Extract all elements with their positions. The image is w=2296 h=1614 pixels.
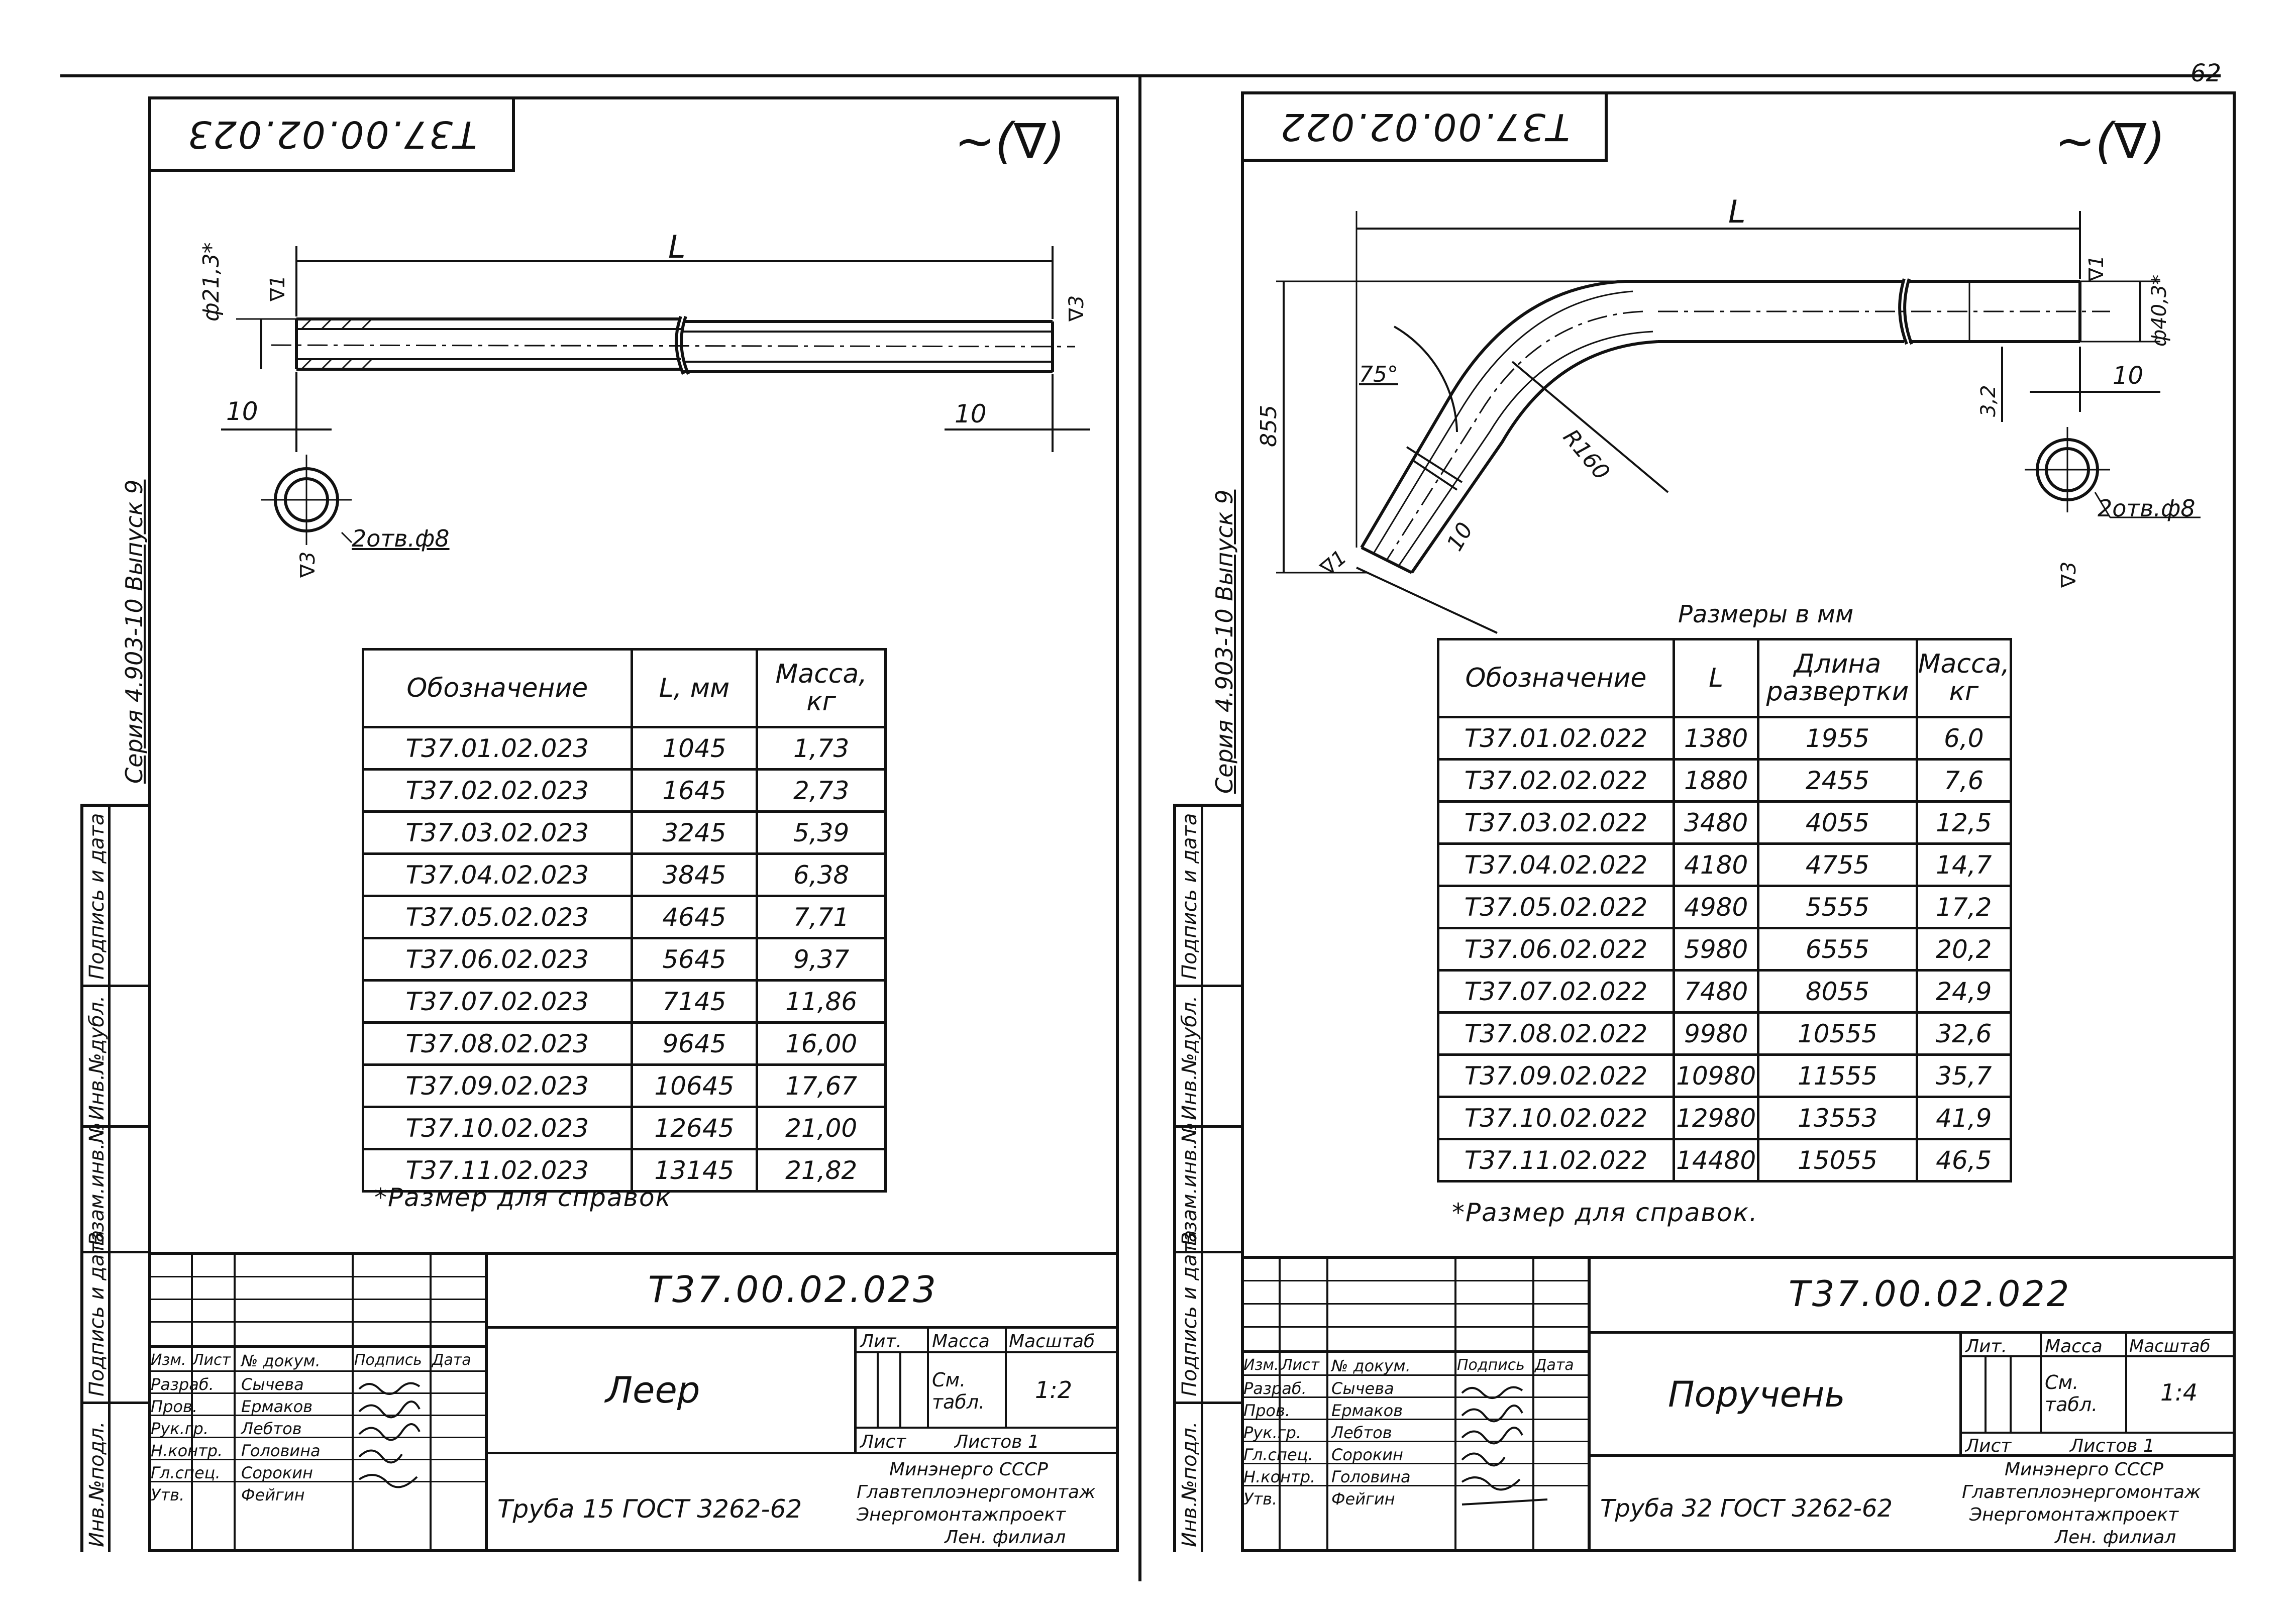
right-tb-h-date: Дата: [1535, 1356, 1574, 1374]
left-tb-role-1: Разраб.: [151, 1375, 214, 1394]
right-tb-role-2: Пров.: [1243, 1401, 1290, 1420]
right-tb-role-1: Разраб.: [1243, 1379, 1307, 1398]
table-cell: 12,5: [1917, 802, 2011, 844]
table-cell: Т37.11.02.022: [1438, 1139, 1674, 1181]
table-cell: Т37.10.02.023: [363, 1107, 632, 1149]
table-cell: 10555: [1758, 1013, 1917, 1055]
table-cell: 14480: [1674, 1139, 1758, 1181]
right-tb-role-5: Н.контр.: [1243, 1467, 1316, 1486]
table-cell: 4755: [1758, 844, 1917, 886]
left-tb-scale: Масштаб: [1009, 1331, 1095, 1352]
right-tb-h-list: Лист: [1281, 1356, 1320, 1374]
left-tb-person-6: Фейгин: [241, 1485, 305, 1504]
left-tb-h-sign: Подпись: [354, 1351, 422, 1369]
table-cell: Т37.04.02.023: [363, 854, 632, 896]
table-cell: Т37.09.02.023: [363, 1065, 632, 1107]
left-tb-h-date: Дата: [432, 1351, 471, 1369]
left-tb-h-doc: № докум.: [241, 1351, 321, 1370]
left-tb-sheet: Лист: [860, 1432, 906, 1452]
table-cell: 1045: [632, 727, 757, 770]
left-tb-sheets: Листов 1: [955, 1432, 1039, 1452]
right-side-label-4: Подпись и дата: [1178, 1230, 1201, 1396]
left-tb-mass-value: См. табл.: [932, 1369, 985, 1413]
table-cell: 9980: [1674, 1013, 1758, 1055]
right-tb-person-3: Лебтов: [1331, 1423, 1392, 1442]
table-cell: 20,2: [1917, 928, 2011, 971]
left-roughness-symbol: ∼(∇): [955, 113, 1065, 169]
right-stamp: Т37.00.02.022: [1241, 91, 1608, 162]
right-tb-sheet: Лист: [1965, 1436, 2012, 1456]
table-cell: 1880: [1674, 760, 1758, 802]
right-tb-org-4: Лен. филиал: [2055, 1527, 2176, 1548]
right-dim-angle: 75°: [1359, 362, 1398, 387]
left-tb-lit: Лит.: [860, 1331, 902, 1352]
table-cell: 14,7: [1917, 844, 2011, 886]
table-cell: 6,0: [1917, 717, 2011, 760]
right-col-header-designation: Обозначение: [1438, 639, 1674, 717]
right-dim-height: 855: [1256, 405, 1282, 447]
table-cell: 35,7: [1917, 1055, 2011, 1097]
table-cell: 21,00: [757, 1107, 886, 1149]
right-tb-scale: Масштаб: [2129, 1336, 2211, 1356]
table-cell: 7145: [632, 981, 757, 1023]
left-tb-role-5: Гл.спец.: [151, 1463, 221, 1482]
right-tb-person-6: Фейгин: [1331, 1489, 1395, 1509]
table-cell: 21,82: [757, 1149, 886, 1192]
left-tb-person-3: Лебтов: [241, 1419, 302, 1438]
right-tb-org-3: Энергомонтажпроект: [1969, 1504, 2179, 1525]
table-cell: 11555: [1758, 1055, 1917, 1097]
right-col-header-dev-length: Длина развертки: [1758, 639, 1917, 717]
left-tb-mass: Масса: [932, 1331, 990, 1352]
table-cell: 1955: [1758, 717, 1917, 760]
right-side-label-2: Инв.№дубл.: [1178, 995, 1201, 1120]
table-cell: Т37.08.02.023: [363, 1023, 632, 1065]
right-tb-person-2: Ермаков: [1331, 1401, 1403, 1420]
right-side-label-1: Подпись и дата: [1178, 813, 1201, 980]
table-cell: 5,39: [757, 812, 886, 854]
table-cell: 4980: [1674, 886, 1758, 928]
table-cell: Т37.04.02.022: [1438, 844, 1674, 886]
left-tb-org-2: Главтеплоэнергомонтаж: [857, 1482, 1096, 1502]
table-cell: 32,6: [1917, 1013, 2011, 1055]
table-cell: 4645: [632, 896, 757, 938]
table-cell: 8055: [1758, 971, 1917, 1013]
right-roughness-symbol: ∼(∇): [2055, 113, 2165, 169]
left-side-label-5: Инв.№подл.: [85, 1421, 109, 1547]
left-tb-h-list: Лист: [192, 1351, 231, 1369]
right-table-caption: Размеры в мм: [1678, 600, 1854, 628]
table-cell: 7,6: [1917, 760, 2011, 802]
left-col-header-length: L, мм: [632, 650, 757, 727]
table-cell: Т37.03.02.023: [363, 812, 632, 854]
left-dim-holes: 2отв.ф8: [352, 525, 450, 552]
table-cell: Т37.05.02.022: [1438, 886, 1674, 928]
table-cell: Т37.06.02.022: [1438, 928, 1674, 971]
right-tb-role-6: Утв.: [1243, 1489, 1278, 1509]
table-cell: 12980: [1674, 1097, 1758, 1139]
left-side-label-2: Инв.№дубл.: [85, 995, 109, 1120]
right-tb-mass-value: См. табл.: [2045, 1371, 2098, 1416]
table-cell: Т37.09.02.022: [1438, 1055, 1674, 1097]
table-cell: Т37.01.02.022: [1438, 717, 1674, 760]
right-tb-person-5: Головина: [1331, 1467, 1411, 1486]
table-cell: Т37.02.02.022: [1438, 760, 1674, 802]
left-dim-length: L: [668, 229, 686, 265]
table-cell: 11,86: [757, 981, 886, 1023]
left-finish-right: ∇3: [1065, 295, 1088, 321]
right-dim-diameter: ф40,3*: [2148, 274, 2171, 347]
right-tb-org-2: Главтеплоэнергомонтаж: [1962, 1482, 2201, 1502]
left-side-label-3: Взам.инв.№: [85, 1122, 109, 1246]
left-tb-org-4: Лен. филиал: [945, 1527, 1066, 1548]
right-tb-mass: Масса: [2045, 1336, 2103, 1357]
right-tb-material: Труба 32 ГОСТ 3262-62: [1600, 1494, 1893, 1523]
right-dim-bend-gap: 10: [1442, 518, 1479, 556]
left-finish-left: ∇1: [266, 275, 289, 301]
table-cell: Т37.06.02.023: [363, 938, 632, 981]
left-stamp: Т37.00.02.023: [148, 96, 515, 172]
table-cell: 17,67: [757, 1065, 886, 1107]
right-col-header-length: L: [1674, 639, 1758, 717]
table-cell: 12645: [632, 1107, 757, 1149]
right-side-label-5: Инв.№подл.: [1178, 1421, 1201, 1547]
right-dim-radius: R160: [1557, 424, 1615, 485]
right-tb-person-4: Сорокин: [1331, 1445, 1403, 1464]
table-cell: 1645: [632, 770, 757, 812]
left-note: *Размер для справок: [374, 1183, 672, 1212]
right-tb-org-1: Минэнерго СССР: [2005, 1459, 2163, 1480]
table-cell: 1380: [1674, 717, 1758, 760]
left-dim-right-gap: 10: [955, 399, 987, 428]
table-cell: Т37.08.02.022: [1438, 1013, 1674, 1055]
right-dim-holes: 2отв.ф8: [2098, 495, 2196, 522]
table-cell: 13145: [632, 1149, 757, 1192]
right-tb-h-doc: № докум.: [1331, 1356, 1411, 1375]
right-finish-right: ∇1: [2085, 255, 2108, 281]
right-tb-name: Поручень: [1668, 1374, 1845, 1415]
right-tb-role-3: Рук.гр.: [1243, 1423, 1302, 1442]
table-cell: 3480: [1674, 802, 1758, 844]
left-tb-person-5: Сорокин: [241, 1463, 313, 1482]
page-number: 62: [2190, 59, 2222, 87]
left-finish-bottom: ∇3: [296, 551, 320, 578]
table-cell: 2,73: [757, 770, 886, 812]
left-tb-person-2: Ермаков: [241, 1397, 313, 1416]
left-tb-role-3: Рук.гр.: [151, 1419, 209, 1438]
right-col-header-mass: Масса, кг: [1917, 639, 2011, 717]
table-cell: 3245: [632, 812, 757, 854]
table-cell: Т37.10.02.022: [1438, 1097, 1674, 1139]
right-side-label-3: Взам.инв.№: [1178, 1122, 1201, 1246]
right-tb-h-sign: Подпись: [1457, 1356, 1525, 1374]
right-finish-bottom: ∇3: [2057, 561, 2080, 588]
left-side-label-4: Подпись и дата: [85, 1230, 109, 1396]
table-cell: Т37.07.02.022: [1438, 971, 1674, 1013]
left-tb-material: Труба 15 ГОСТ 3262-62: [497, 1494, 802, 1524]
table-cell: 10980: [1674, 1055, 1758, 1097]
right-dim-offset: 3,2: [1977, 385, 2000, 417]
table-cell: 4055: [1758, 802, 1917, 844]
left-col-header-designation: Обозначение: [363, 650, 632, 727]
table-cell: Т37.03.02.022: [1438, 802, 1674, 844]
right-series-label: Серия 4.903-10 Выпуск 9: [1211, 489, 1238, 794]
right-tb-role-4: Гл.спец.: [1243, 1445, 1313, 1464]
left-dim-left-gap: 10: [226, 397, 258, 426]
right-tb-sheets: Листов 1: [2070, 1436, 2155, 1456]
left-tb-org-3: Энергомонтажпроект: [857, 1504, 1066, 1525]
left-series-label: Серия 4.903-10 Выпуск 9: [121, 479, 148, 784]
table-cell: Т37.11.02.023: [363, 1149, 632, 1192]
table-cell: Т37.07.02.023: [363, 981, 632, 1023]
left-tb-person-4: Головина: [241, 1441, 321, 1460]
table-cell: 24,9: [1917, 971, 2011, 1013]
left-tb-role-6: Утв.: [151, 1485, 185, 1504]
left-side-label-1: Подпись и дата: [85, 813, 109, 980]
table-cell: 2455: [1758, 760, 1917, 802]
table-cell: Т37.05.02.023: [363, 896, 632, 938]
table-cell: 6,38: [757, 854, 886, 896]
table-cell: 3845: [632, 854, 757, 896]
table-cell: 13553: [1758, 1097, 1917, 1139]
table-cell: 17,2: [1917, 886, 2011, 928]
left-tb-role-2: Пров.: [151, 1397, 197, 1416]
left-dim-diameter: ф21,3*: [198, 242, 224, 321]
right-tb-lit: Лит.: [1965, 1336, 2007, 1357]
table-cell: 1,73: [757, 727, 886, 770]
left-col-header-mass: Масса, кг: [757, 650, 886, 727]
right-finish-left: ∇1: [1316, 546, 1351, 581]
left-tb-scale-value: 1:2: [1035, 1376, 1073, 1404]
table-cell: 10645: [632, 1065, 757, 1107]
left-tb-org-1: Минэнерго СССР: [889, 1459, 1048, 1480]
table-cell: 4180: [1674, 844, 1758, 886]
left-tb-name: Леер: [605, 1369, 700, 1411]
table-cell: 9645: [632, 1023, 757, 1065]
table-cell: 7480: [1674, 971, 1758, 1013]
table-cell: 15055: [1758, 1139, 1917, 1181]
table-cell: 5645: [632, 938, 757, 981]
right-tb-scale-value: 1:4: [2160, 1379, 2198, 1406]
table-cell: 5980: [1674, 928, 1758, 971]
right-dim-right-gap: 10: [2113, 362, 2144, 390]
table-cell: Т37.02.02.023: [363, 770, 632, 812]
table-cell: 41,9: [1917, 1097, 2011, 1139]
table-cell: 7,71: [757, 896, 886, 938]
table-cell: 6555: [1758, 928, 1917, 971]
right-dim-length: L: [1728, 193, 1746, 230]
left-tb-designation: Т37.00.02.023: [648, 1268, 938, 1311]
right-tb-h-izm: Изм.: [1243, 1356, 1279, 1374]
table-cell: 16,00: [757, 1023, 886, 1065]
table-cell: 46,5: [1917, 1139, 2011, 1181]
right-tb-designation: Т37.00.02.022: [1789, 1273, 2071, 1315]
right-note: *Размер для справок.: [1452, 1198, 1758, 1227]
table-cell: Т37.01.02.023: [363, 727, 632, 770]
left-tb-person-1: Сычева: [241, 1375, 304, 1394]
left-tb-role-4: Н.контр.: [151, 1441, 223, 1460]
table-cell: 9,37: [757, 938, 886, 981]
table-cell: 5555: [1758, 886, 1917, 928]
left-tb-h-izm: Изм.: [151, 1351, 186, 1369]
right-tb-person-1: Сычева: [1331, 1379, 1394, 1398]
